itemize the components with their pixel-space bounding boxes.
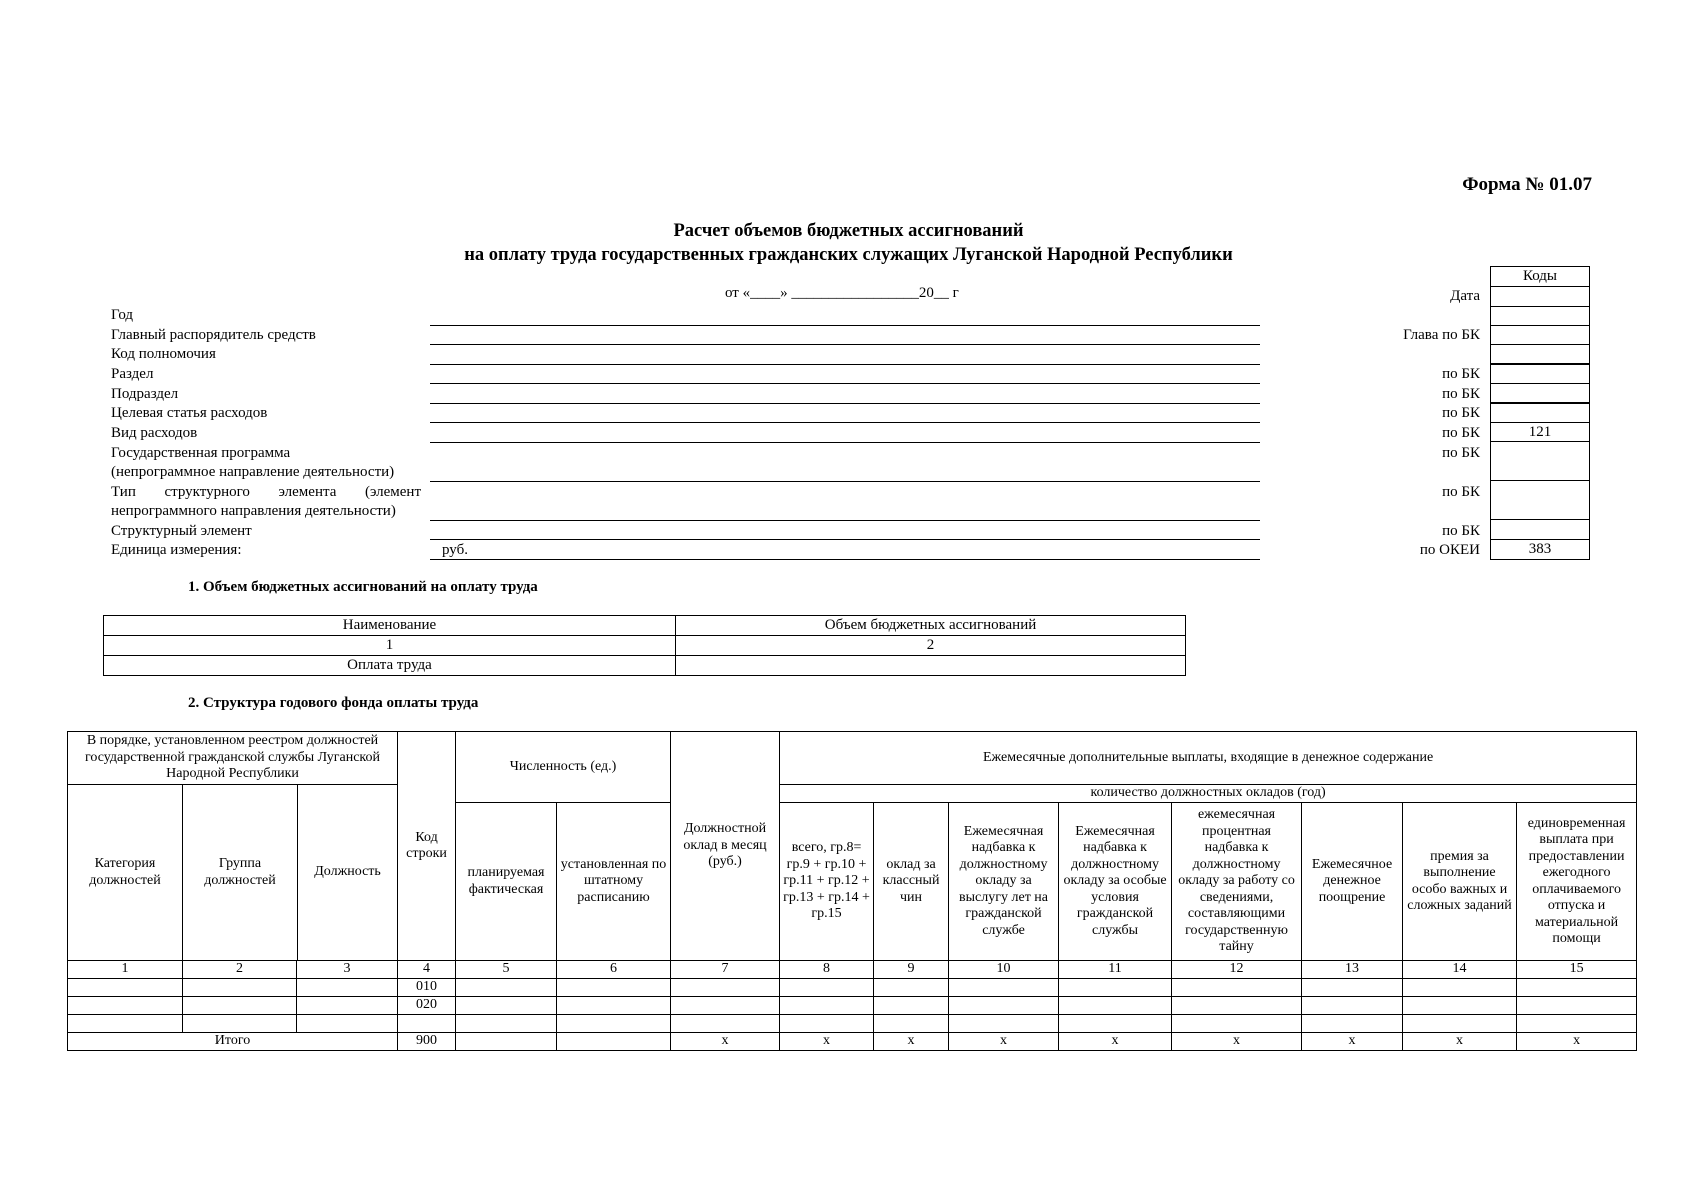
right-label-state-program: по БК (1442, 445, 1480, 461)
total-mark: x (874, 1033, 949, 1051)
header-salary: Должностной оклад в месяц (руб.) (671, 732, 780, 961)
table-row (68, 979, 1637, 997)
total-mark: x (780, 1033, 874, 1051)
section1-title: 1. Объем бюджетных ассигнований на оплату труда (188, 579, 538, 595)
column-number: 12 (1172, 961, 1302, 979)
table-row (68, 1015, 1637, 1033)
total-mark: x (1059, 1033, 1172, 1051)
line-authority-code (430, 364, 1260, 365)
header-allocations: Объем бюджетных ассигнований (676, 616, 1186, 636)
total-mark: x (1403, 1033, 1517, 1051)
column-number: 11 (1059, 961, 1172, 979)
header-name: Наименование (104, 616, 676, 636)
codes-header: Коды (1490, 266, 1590, 287)
column-number: 6 (557, 961, 671, 979)
header-group-cell: Группа должностей (183, 785, 298, 960)
line-target-article (430, 422, 1260, 423)
label-expense-type: Вид расходов (111, 425, 198, 441)
label-authority-code: Код полномочия (111, 346, 216, 362)
header-position-cell: Должность (314, 864, 381, 880)
code-box-section (1490, 364, 1590, 384)
line-structural-element (430, 539, 1260, 540)
code-box-target-article (1490, 403, 1590, 423)
document-title-line2: на оплату труда государственных гражданских служащих Луганской Народной Республики (464, 245, 1233, 265)
header-special-conditions: Ежемесячная надбавка к должностному окладу за особые условия гражданской службы (1059, 803, 1172, 961)
column-number: 7 (671, 961, 780, 979)
table-row (68, 1033, 1637, 1051)
right-label-target-article: по БК (1442, 405, 1480, 421)
value-cell (676, 656, 1186, 676)
header-one-time: единовременная выплата при предоставлении ежегодного оплачиваемого отпуска и материальной помощи (1517, 803, 1637, 961)
label-year: Год (111, 307, 134, 323)
line-main-manager (430, 344, 1260, 345)
total-mark: x (671, 1033, 780, 1051)
row-code: 020 (398, 997, 456, 1015)
row-code: 010 (398, 979, 456, 997)
code-box-authority (1490, 344, 1590, 364)
header-registry: В порядке, установленном реестром должностей государственной гражданской службы Луганской Народной Республики (68, 732, 398, 785)
column-number: 4 (398, 961, 456, 979)
row-label-salary: Оплата труда (104, 656, 676, 676)
document-title-line1: Расчет объемов бюджетных ассигнований (673, 221, 1024, 241)
code-box-okei: 383 (1490, 539, 1590, 560)
header-total: всего, гр.8= гр.9 + гр.10 + гр.11 + гр.12 + гр.13 + гр.14 + гр.15 (780, 803, 874, 961)
total-label: Итого (68, 1033, 398, 1051)
label-state-program: Государственная программа (111, 445, 291, 461)
section1-table (103, 615, 1186, 676)
code-box-date (1490, 286, 1590, 307)
header-category (68, 785, 398, 961)
total-mark: x (1302, 1033, 1403, 1051)
code-box-chapter (1490, 325, 1590, 345)
header-seniority: Ежемесячная надбавка к должностному окладу за выслугу лет на гражданской службе (949, 803, 1059, 961)
label-subsection: Подраздел (111, 386, 179, 402)
total-mark: x (949, 1033, 1059, 1051)
right-label-structural-type: по БК (1442, 484, 1480, 500)
label-unit: Единица измерения: (111, 542, 242, 558)
header-qty-salaries: количество должностных окладов (год) (780, 785, 1637, 803)
header-category-cell: Категория должностей (68, 785, 183, 960)
table-row (68, 997, 1637, 1015)
header-staff: установленная по штатному расписанию (557, 803, 671, 961)
label-state-program-note: (непрограммное направление деятельности) (111, 464, 395, 480)
section2-table (67, 731, 1637, 1051)
column-number: 1 (68, 961, 183, 979)
header-class-rank: оклад за классный чин (874, 803, 949, 961)
right-label-expense-type: по БК (1442, 425, 1480, 441)
line-structural-type (430, 520, 1260, 521)
header-planned: планируемая фактическая (456, 803, 557, 961)
header-premium: премия за выполнение особо важных и сложных заданий (1403, 803, 1517, 961)
header-state-secret: ежемесячная процентная надбавка к должностному окладу за работу со сведениями, составляющими государственную тайну (1172, 803, 1302, 961)
column-number: 13 (1302, 961, 1403, 979)
table-row (104, 636, 1186, 656)
label-section: Раздел (111, 366, 154, 382)
column-number: 1 (104, 636, 676, 656)
code-box-expense-type: 121 (1490, 422, 1590, 442)
code-box-structural-type (1490, 480, 1590, 520)
column-number: 3 (297, 961, 398, 979)
date-line: от «____» _________________20__ г (725, 285, 959, 301)
line-subsection (430, 403, 1260, 404)
header-headcount: Численность (ед.) (456, 732, 671, 803)
line-state-program (430, 481, 1260, 482)
column-number: 2 (183, 961, 297, 979)
table-row (104, 616, 1186, 636)
section2-title: 2. Структура годового фонда оплаты труда (188, 695, 479, 711)
label-target-article: Целевая статья расходов (111, 405, 268, 421)
table-row (104, 656, 1186, 676)
column-number: 14 (1403, 961, 1517, 979)
total-code: 900 (398, 1033, 456, 1051)
total-mark: x (1517, 1033, 1637, 1051)
code-box-subsection (1490, 383, 1590, 403)
total-mark: x (1172, 1033, 1302, 1051)
column-number: 9 (874, 961, 949, 979)
line-section (430, 383, 1260, 384)
line-expense-type (430, 442, 1260, 443)
code-box-structural-element (1490, 519, 1590, 540)
right-label-chapter: Глава по БК (1403, 327, 1480, 343)
line-unit (430, 559, 1260, 560)
right-label-okei: по ОКЕИ (1419, 542, 1480, 558)
table-row (68, 732, 1637, 785)
column-number: 10 (949, 961, 1059, 979)
form-number: Форма № 01.07 (1462, 174, 1592, 195)
code-box-year (1490, 306, 1590, 326)
right-label-subsection: по БК (1442, 386, 1480, 402)
code-box-state-program (1490, 441, 1590, 481)
header-row-code: Код строки (398, 732, 456, 961)
column-number: 2 (676, 636, 1186, 656)
table-row (68, 785, 1637, 803)
unit-value: руб. (442, 542, 468, 558)
line-year (430, 325, 1260, 326)
column-number: 15 (1517, 961, 1637, 979)
header-monthly-payments: Ежемесячные дополнительные выплаты, входящие в денежное содержание (780, 732, 1637, 785)
label-structural-element: Структурный элемент (111, 523, 252, 539)
right-label-structural-element: по БК (1442, 523, 1480, 539)
right-label-section: по БК (1442, 366, 1480, 382)
table-row (68, 961, 1637, 979)
header-bonus: Ежемесячное денежное поощрение (1302, 803, 1403, 961)
label-structural-type-note: непрограммного направления деятельности) (111, 503, 396, 519)
column-number: 5 (456, 961, 557, 979)
right-label-date: Дата (1450, 288, 1480, 304)
label-structural-type: Тип структурного элемента (элемент (111, 484, 421, 500)
row-code (398, 1015, 456, 1033)
label-main-manager: Главный распорядитель средств (111, 327, 316, 343)
column-number: 8 (780, 961, 874, 979)
